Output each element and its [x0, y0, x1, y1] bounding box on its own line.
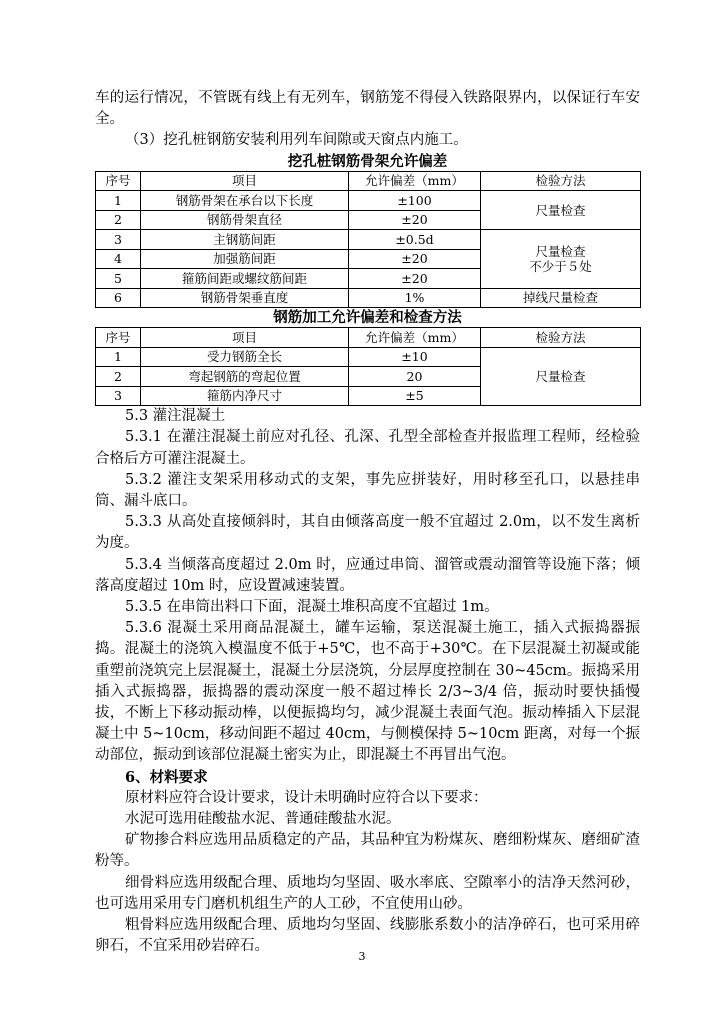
paragraph-admixture: 矿物掺合料应选用品质稳定的产品，其品种宜为粉煤灰、磨细粉煤灰、磨细矿渣粉等。 — [95, 832, 640, 870]
header-method: 检验方法 — [481, 171, 641, 191]
method-line-2: 不少于５处 — [529, 258, 592, 274]
cell-no: 2 — [96, 367, 141, 387]
cell-no: 6 — [96, 288, 141, 308]
cell-tolerance: 1% — [349, 288, 481, 308]
cell-no: 3 — [96, 230, 141, 250]
table-header-row — [96, 328, 641, 348]
cell-tolerance: ±20 — [349, 249, 481, 269]
table-row — [96, 288, 641, 308]
table-rebar-cage-tolerance — [95, 171, 641, 309]
paragraph-5-3-5: 5.3.5 在串筒出料口下面，混凝土堆积高度不宜超过 1m。 — [125, 598, 499, 615]
paragraph-coarse-aggregate: 粗骨料应选用级配合理、质地均匀坚固、线膨胀系数小的洁净碎石，也可采用碎卵石，不宜采用砂岩碎石。 — [95, 916, 640, 955]
table-header-row — [96, 171, 641, 191]
paragraph-continuation: 车的运行情况，不管既有线上有无列车，钢筋笼不得侵入铁路限界内，以保证行车安全。 — [95, 90, 640, 128]
paragraph-cement: 水泥可选用硅酸盐水泥、普通硅酸盐水泥。 — [125, 810, 401, 827]
cell-item: 箍筋内净尺寸 — [141, 386, 349, 406]
cell-tolerance: 20 — [349, 367, 481, 387]
header-item: 项目 — [141, 328, 349, 348]
cell-no: 2 — [96, 210, 141, 230]
cell-no: 4 — [96, 249, 141, 269]
header-no: 序号 — [96, 171, 141, 191]
table-row — [96, 347, 641, 367]
section-heading-5-3: 5.3 灌注混凝土 — [125, 408, 226, 425]
cell-no: 3 — [96, 386, 141, 406]
paragraph-5-3-2: 5.3.2 灌注支架采用移动式的支架，事先应拼装好，用时移至孔口，以悬挂串筒、漏斗底口。 — [95, 471, 640, 509]
cell-item: 钢筋骨架垂直度 — [141, 288, 349, 308]
cell-method: 尺量检查 — [481, 191, 641, 230]
cell-item: 加强筋间距 — [141, 249, 349, 269]
cell-tolerance: ±20 — [349, 269, 481, 289]
paragraph-5-3-3: 5.3.3 从高处直接倾斜时，其自由倾落高度一般不宜超过 2.0m，以不发生离析为度。 — [95, 514, 640, 552]
cell-no: 1 — [96, 347, 141, 367]
paragraph-fine-aggregate: 细骨料应选用级配合理、质地均匀坚固、吸水率底、空隙率小的洁净天然河砂，也可选用采用专门磨机机组生产的人工砂，不宜使用山砂。 — [95, 874, 640, 912]
cell-item: 箍筋间距或螺纹筋间距 — [141, 269, 349, 289]
cell-tolerance: ±100 — [349, 191, 481, 211]
cell-item: 钢筋骨架直径 — [141, 210, 349, 230]
paragraph-5-3-1: 5.3.1 在灌注混凝土前应对孔径、孔深、孔型全部检查并报监理工程师，经检验合格后方可灌注混凝土。 — [95, 429, 640, 467]
header-tolerance: 允许偏差（mm） — [349, 328, 481, 348]
header-tolerance: 允许偏差（mm） — [349, 171, 481, 191]
table-row — [96, 191, 641, 211]
cell-item: 钢筋骨架在承台以下长度 — [141, 191, 349, 211]
cell-item: 受力钢筋全长 — [141, 347, 349, 367]
cell-tolerance: ±5 — [349, 386, 481, 406]
document-page — [95, 88, 640, 957]
cell-item: 弯起钢筋的弯起位置 — [141, 367, 349, 387]
table1-title: 挖孔桩钢筋骨架允许偏差 — [287, 152, 448, 170]
section-heading-6: 6、材料要求 — [125, 768, 208, 786]
paragraph-item-3: （3）挖孔桩钢筋安装利用列车间隙或天窗点内施工。 — [125, 132, 468, 149]
method-line-1: 尺量检查 — [535, 243, 586, 259]
table2-title: 钢筋加工允许偏差和检查方法 — [273, 309, 462, 327]
paragraph-5-3-6: 5.3.6 混凝土采用商品混凝土，罐车运输，泵送混凝土施工，插入式振捣器振捣。混凝土的浇筑入模温度不低于+5℃，也不高于+30℃。在下层混凝土初凝或能重塑前浇筑完上层混凝土，混凝土分层浇筑，分层厚度控制在 30~45cm。振捣采用插入式振捣器，振捣器的震动深度一般不超过棒长 2/3~3/4 倍，振动时要快插慢拔，不断上下移动振动棒，以便振捣均匀，减少混凝土表面气泡。振动棒插入下层混凝土中 5~10cm，移动间距不超过 40cm，与侧模保持 5~10cm 距离，对每一个振动部位，振动到该部位混凝土密实为止，即混凝土不再冒出气泡。 — [95, 620, 640, 764]
cell-tolerance: ±0.5d — [349, 230, 481, 250]
cell-tolerance: ±10 — [349, 347, 481, 367]
paragraph-materials-intro: 原材料应符合设计要求，设计未明确时应符合以下要求： — [125, 789, 488, 806]
table-rebar-processing-tolerance — [95, 327, 641, 406]
cell-method: 掉线尺量检查 — [481, 288, 641, 308]
table-row — [96, 230, 641, 250]
cell-no: 1 — [96, 191, 141, 211]
cell-item: 主钢筋间距 — [141, 230, 349, 250]
header-no: 序号 — [96, 328, 141, 348]
page-number: 3 — [358, 950, 366, 963]
cell-tolerance: ±20 — [349, 210, 481, 230]
header-method: 检验方法 — [481, 328, 641, 348]
header-item: 项目 — [141, 171, 349, 191]
cell-method — [481, 230, 641, 289]
paragraph-5-3-4: 5.3.4 当倾落高度超过 2.0m 时，应通过串筒、溜管或震动溜管等设施下落；倾落高度超过 10m 时，应设置减速装置。 — [95, 556, 640, 594]
cell-method: 尺量检查 — [481, 347, 641, 406]
cell-no: 5 — [96, 269, 141, 289]
